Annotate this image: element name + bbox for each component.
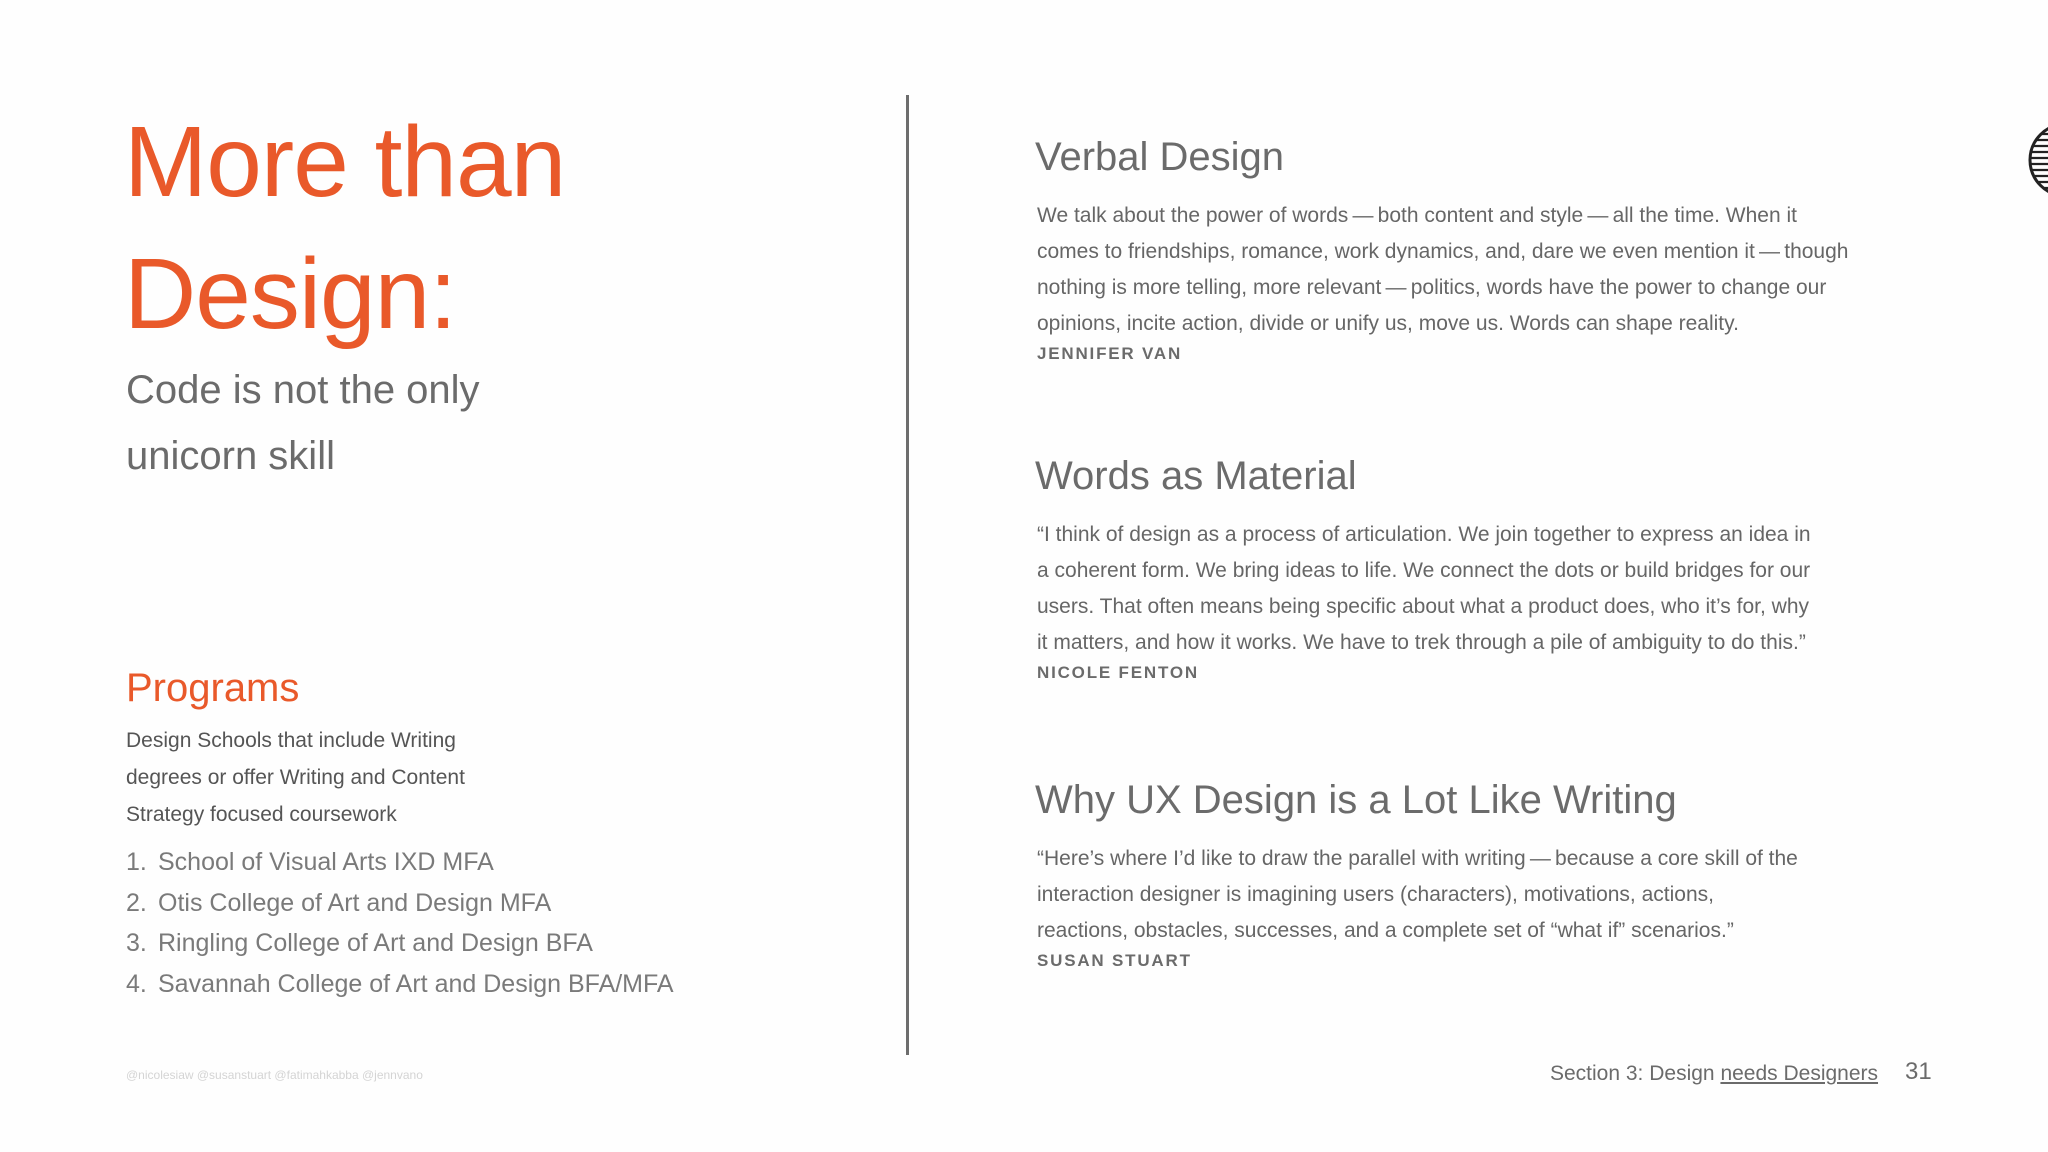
section-words-as-material [1035,449,1865,685]
section-body-line: “I think of design as a process of articulation. We join together to express an idea in [1037,523,1811,546]
programs-list [126,842,674,1004]
slide-subtitle-line-2: unicorn skill [126,434,335,478]
programs-list-number: 4. [126,969,147,998]
column-divider [906,95,909,1055]
programs-list-item [126,842,674,883]
programs-list-number: 1. [126,848,147,876]
section-body-line: it matters, and how it works. We have to trek through a pile of ambiguity to do this.” [1037,631,1806,654]
footer-section-prefix: Section 3: Design [1550,1062,1721,1085]
programs-list-item [126,883,674,924]
page-number: 31 [1905,1058,1932,1085]
programs-description [126,722,465,833]
programs-heading: Programs [126,666,300,710]
programs-list-label: School of Visual Arts IXD MFA [158,848,494,876]
programs-description-line-3: Strategy focused coursework [126,803,397,826]
section-body-line: nothing is more telling, more relevant — politics, words have the power to change our [1037,276,1827,299]
programs-list-number: 3. [126,929,147,957]
section-body-line: reactions, obstacles, successes, and a complete set of “what if” scenarios.” [1037,919,1734,942]
section-body-line: opinions, incite action, divide or unify us, move us. Words can shape reality. [1037,312,1739,335]
slide-title [124,96,565,360]
programs-list-item [126,923,674,964]
slide-subtitle [126,357,480,489]
section-ux-design-like-writing [1035,773,1865,973]
section-author: SUSAN STUART [1037,951,1192,970]
section-body [1037,517,1865,661]
programs-list-label: Savannah College of Art and Design BFA/MFA [158,969,674,998]
section-body [1037,198,1865,342]
programs-list-label: Ringling College of Art and Design BFA [158,929,593,957]
programs-description-line-1: Design Schools that include Writing [126,729,456,752]
striped-circle-icon [2026,120,2048,200]
section-author: NICOLE FENTON [1037,663,1199,682]
programs-list-number: 2. [126,888,147,917]
section-heading: Verbal Design [1035,135,1285,179]
section-heading: Words as Material [1035,454,1357,498]
section-body-line: “Here’s where I’d like to draw the parallel with writing — because a core skill of the [1037,847,1798,870]
footer-section-label [1550,1062,1878,1086]
programs-list-label: Otis College of Art and Design MFA [158,888,552,917]
section-heading: Why UX Design is a Lot Like Writing [1035,778,1677,822]
section-body-line: comes to friendships, romance, work dynamics, and, dare we even mention it — though [1037,240,1849,263]
section-body-line: a coherent form. We bring ideas to life. We connect the dots or build bridges for our [1037,559,1811,582]
footer-section-link[interactable]: needs Designers [1720,1062,1879,1085]
slide-title-line-2: Design: [124,238,457,350]
section-body [1037,841,1865,949]
slide-title-line-1: More than [124,106,566,218]
section-verbal-design [1035,130,1865,366]
section-body-line: interaction designer is imagining users (characters), motivations, actions, [1037,883,1714,906]
section-body-line: We talk about the power of words — both content and style — all the time. When it [1037,204,1797,227]
slide-subtitle-line-1: Code is not the only [126,368,480,412]
footer-handles: @nicolesiaw @susanstuart @fatimahkabba @jennvano [126,1068,423,1082]
programs-list-item [126,964,674,1005]
section-body-line: users. That often means being specific about what a product does, who it’s for, why [1037,595,1809,618]
section-author: JENNIFER VAN [1037,344,1183,363]
programs-description-line-2: degrees or offer Writing and Content [126,766,465,789]
